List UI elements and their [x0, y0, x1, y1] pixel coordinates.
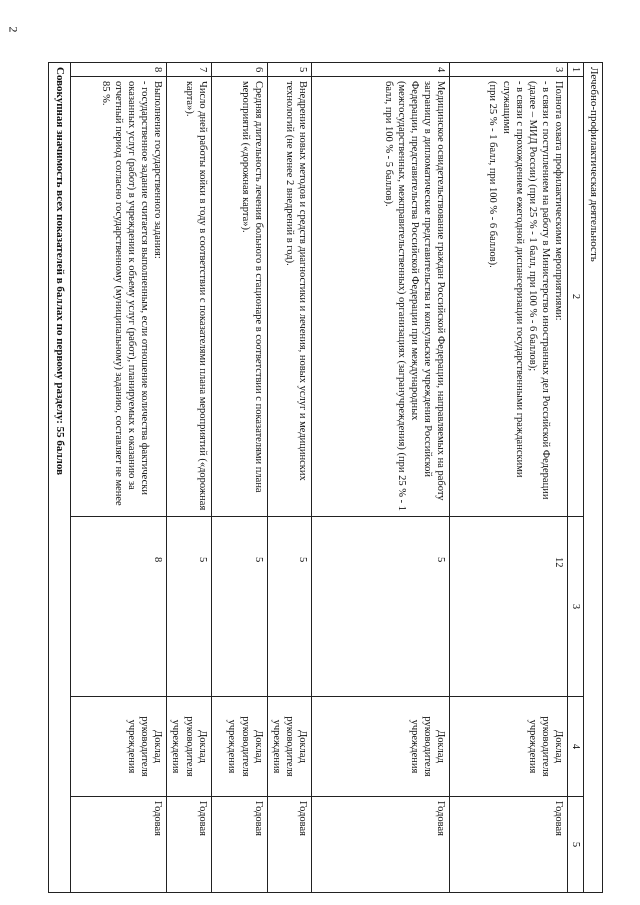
row-number: 7: [167, 63, 211, 77]
row-number: 3: [450, 63, 568, 77]
total-significance: Совокупная значимость всех показателей в баллах по первому разделу: 55 баллов: [48, 63, 71, 893]
indicator-description: Полнота охвата профилактическими мероприятиями: - в связи с поступлением на работу в Министерство иностранных дел Российской Федерации (далее – МИД России) (при 25 % - 1 балл, при 100 % - 6 баллов); - в связи с прохождением ежегодной диспансеризации государственными гражданскими служащими (при 25 % - 1 балл, при 100 % - 6 баллов).: [450, 77, 568, 517]
report-period: Годовая: [450, 797, 568, 893]
section-title: Лечебно-профилактическая деятельность: [584, 63, 603, 893]
row-number: 4: [312, 63, 450, 77]
row-number: 8: [71, 63, 167, 77]
column-number: 5: [568, 797, 584, 893]
row-number: 5: [267, 63, 311, 77]
page-number: 2: [6, 26, 21, 33]
report-period: Годовая: [312, 797, 450, 893]
report-period: Годовая: [267, 797, 311, 893]
indicator-score: 5: [267, 517, 311, 697]
indicator-description: Средняя длительность лечения больного в стационаре в соответствии с показателями плана мероприятий («дорожная карта»).: [211, 77, 267, 517]
report-source: Доклад руководителя учреждения: [450, 697, 568, 797]
report-period: Годовая: [211, 797, 267, 893]
indicator-score: 5: [211, 517, 267, 697]
column-number: 4: [568, 697, 584, 797]
indicator-score: 12: [450, 517, 568, 697]
table-row: [312, 63, 450, 893]
table-row: [71, 63, 167, 893]
indicator-table: [48, 62, 603, 893]
indicator-score: 5: [167, 517, 211, 697]
indicator-description: Выполнение государственного задания: - государственное задание считается выполненным, если отношение количества фактически оказанных услуг (работ) в учреждении к объему услуг (работ), планируемых к оказанию за отчетный период согласно государственному (муниципальному) заданию, составляет не менее 85 %.: [71, 77, 167, 517]
report-period: Годовая: [71, 797, 167, 893]
table-row: [167, 63, 211, 893]
report-source: Доклад руководителя учреждения: [267, 697, 311, 797]
indicator-description: Внедрение новых методов и средств диагностики и лечения, новых услуг и медицинских технологий (не менее 2 внедрений в год).: [267, 77, 311, 517]
table-row: [211, 63, 267, 893]
column-number: 2: [568, 77, 584, 517]
indicator-description: Медицинское освидетельствование граждан Российской Федерации, направляемых на работу заграницу в дипломатические представительства и консульские учреждения Российской Федерации, представительства Российской Федерации при международных (межгосударственных, межправительственных) организациях (загранучреждения) (при 25 % - 1 балл, при 100 % - 5 баллов).: [312, 77, 450, 517]
table-row: [267, 63, 311, 893]
table-row: [450, 63, 568, 893]
column-number: 1: [568, 63, 584, 77]
indicator-score: 8: [71, 517, 167, 697]
column-number-row: [568, 63, 584, 893]
column-number: 3: [568, 517, 584, 697]
indicator-description: Число дней работы койки в году в соответствии с показателями плана мероприятий («дорожная карта»).: [167, 77, 211, 517]
report-source: Доклад руководителя учреждения: [167, 697, 211, 797]
report-period: Годовая: [167, 797, 211, 893]
row-number: 6: [211, 63, 267, 77]
indicator-score: 5: [312, 517, 450, 697]
section-header-row: [584, 63, 603, 893]
total-row: [48, 63, 71, 893]
indicator-table-landscape: [54, 62, 603, 892]
report-source: Доклад руководителя учреждения: [312, 697, 450, 797]
report-source: Доклад руководителя учреждения: [211, 697, 267, 797]
report-source: Доклад руководителя учреждения: [71, 697, 167, 797]
